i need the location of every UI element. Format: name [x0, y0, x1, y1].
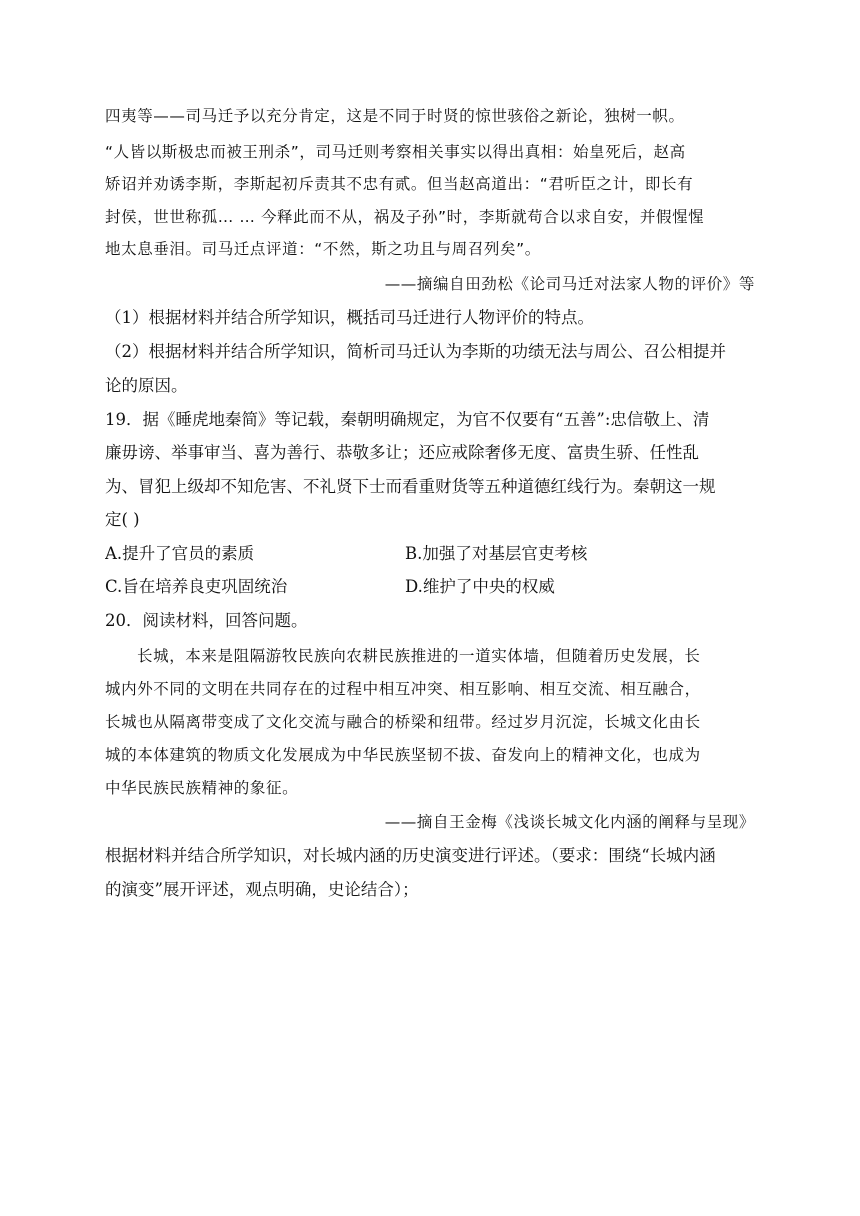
q20-material-line-1: 长城，本来是阻隔游牧民族向农耕民族推进的一道实体墙，但随着历史发展，长 [137, 647, 701, 665]
q19-option-b: B.加强了对基层官吏考核 [405, 544, 588, 563]
q18-material-line-2: “人皆以斯极忠而被王刑杀”，司马迁则考察相关事实以得出真相：始皇死后，赵高 [105, 143, 686, 161]
q18-material-source: ——摘编自田劲松《论司马迁对法家人物的评价》等 [384, 275, 755, 293]
q19-option-d: D.维护了中央的权威 [405, 577, 555, 596]
q19-stem-line-2: 廉毋谤、举事审当、喜为善行、恭敬多让；还应戒除奢侈无度、富贵生骄、任性乱 [105, 443, 699, 462]
q19-stem-line-1: 19．据《睡虎地秦简》等记载，秦朝明确规定，为官不仅要有“五善”:忠信敬上、清 [105, 410, 710, 429]
q19-option-a: A.提升了官员的素质 [105, 544, 255, 563]
q20-material-line-3: 长城也从隔离带变成了文化交流与融合的桥梁和纽带。经过岁月沉淀，长城文化由长 [105, 713, 701, 731]
q20-question-line-2: 的演变”展开评述，观点明确，史论结合）； [105, 880, 419, 899]
q18-question-2-line-2: 论的原因。 [105, 376, 188, 395]
q20-question-line-1: 根据材料并结合所学知识，对长城内涵的历史演变进行评述。（要求：围绕“长城内涵 [105, 846, 716, 865]
q20-material-source: ——摘自王金梅《浅谈长城文化内涵的阐释与呈现》 [384, 813, 755, 831]
q18-material-line-4: 封侯，世世称孤… … 今释此而不从，祸及子孙”时，李斯就苟合以求自安，并假惺惺 [105, 208, 705, 226]
q18-material-line-3: 矫诏并劝诱李斯，李斯起初斥责其不忠有贰。但当赵高道出：“君听臣之计，即长有 [105, 175, 694, 193]
q18-question-1: （1）根据材料并结合所学知识，概括司马迁进行人物评价的特点。 [105, 308, 594, 327]
q18-material-line-5: 地太息垂泪。司马迁点评道：“不然，斯之功且与周召列矣”。 [105, 240, 541, 258]
q20-material-line-2: 城内外不同的文明在共同存在的过程中相互冲突、相互影响、相互交流、相互融合， [105, 680, 701, 698]
q19-option-c: C.旨在培养良吏巩固统治 [105, 577, 288, 596]
q18-material-line-1: 四夷等——司马迁予以充分肯定，这是不同于时贤的惊世骇俗之新论，独树一帜。 [105, 107, 685, 125]
q19-stem-line-4: 定( ) [105, 510, 140, 529]
q18-question-2-line-1: （2）根据材料并结合所学知识，简析司马迁认为李斯的功绩无法与周公、召公相提并 [105, 342, 726, 361]
q19-stem-line-3: 为、冒犯上级却不知危害、不礼贤下士而看重财货等五种道德红线行为。秦朝这一规 [105, 477, 716, 496]
q20-stem: 20．阅读材料，回答问题。 [105, 611, 308, 630]
q20-material-line-5: 中华民族民族精神的象征。 [105, 779, 299, 797]
q20-material-line-4: 城的本体建筑的物质文化发展成为中华民族坚韧不拔、奋发向上的精神文化，也成为 [105, 746, 701, 764]
